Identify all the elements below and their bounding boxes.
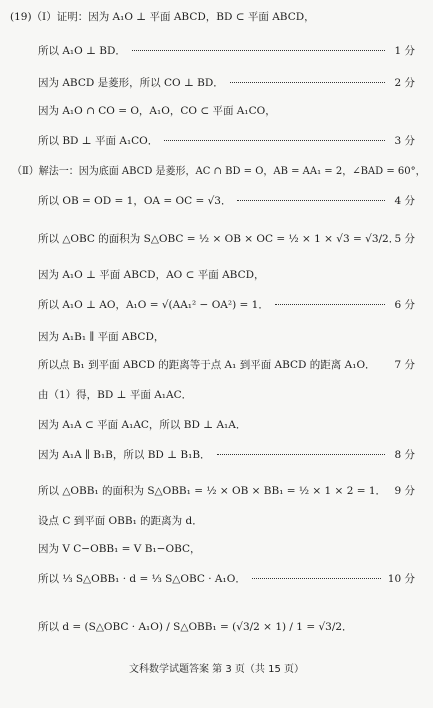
line-4 bbox=[0, 100, 433, 122]
line-13 bbox=[0, 384, 433, 406]
dot-leader bbox=[217, 454, 385, 455]
line-9 bbox=[0, 264, 433, 286]
line-15-text: 因为 A₁A ∥ B₁B，所以 BD ⊥ B₁B． bbox=[38, 449, 211, 461]
line-19-text: 所以 ⅓ S△OBB₁ · d = ⅓ S△OBC · A₁O． bbox=[38, 573, 246, 585]
line-2 bbox=[0, 40, 433, 62]
line-16-score: 9 分 bbox=[394, 485, 415, 497]
line-6-text: （Ⅱ）解法一：因为底面 ABCD 是菱形，AC ∩ BD = O，AB = AA₁ = 2，∠BAD = 60°， bbox=[12, 165, 426, 177]
line-12-score: 7 分 bbox=[394, 359, 415, 371]
line-10-text: 所以 A₁O ⊥ AO，A₁O = √(AA₁² − OA²) = 1． bbox=[38, 299, 269, 311]
line-11 bbox=[0, 326, 433, 348]
line-12 bbox=[0, 354, 433, 376]
line-17 bbox=[0, 510, 433, 532]
line-13-text: 由（1）得，BD ⊥ 平面 A₁AC． bbox=[38, 389, 193, 401]
line-11-text: 因为 A₁B₁ ∥ 平面 ABCD， bbox=[38, 331, 165, 343]
line-15 bbox=[0, 444, 433, 466]
line-6 bbox=[0, 160, 433, 182]
dot-leader bbox=[164, 140, 385, 141]
line-9-text: 因为 A₁O ⊥ 平面 ABCD，AO ⊂ 平面 ABCD， bbox=[38, 269, 265, 281]
line-18 bbox=[0, 538, 433, 560]
line-10-score: 6 分 bbox=[394, 299, 415, 311]
line-15-score: 8 分 bbox=[394, 449, 415, 461]
line-5-text: 所以 BD ⊥ 平面 A₁CO． bbox=[38, 135, 159, 147]
line-8-score: 5 分 bbox=[394, 233, 415, 245]
line-19 bbox=[0, 568, 433, 590]
line-7-score: 4 分 bbox=[394, 195, 415, 207]
line-3 bbox=[0, 72, 433, 94]
line-10 bbox=[0, 294, 433, 316]
dot-leader bbox=[230, 82, 385, 83]
line-7 bbox=[0, 190, 433, 212]
line-4-text: 因为 A₁O ∩ CO = O，A₁O，CO ⊂ 平面 A₁CO， bbox=[38, 105, 276, 117]
line-1-text: (19)（Ⅰ）证明：因为 A₁O ⊥ 平面 ABCD，BD ⊂ 平面 ABCD， bbox=[10, 11, 315, 23]
dot-leader bbox=[132, 50, 385, 51]
line-3-text: 因为 ABCD 是菱形，所以 CO ⊥ BD． bbox=[38, 77, 224, 89]
line-1 bbox=[0, 6, 433, 28]
line-16 bbox=[0, 480, 433, 502]
line-8 bbox=[0, 228, 433, 250]
line-12-text: 所以点 B₁ 到平面 ABCD 的距离等于点 A₁ 到平面 ABCD 的距离 A₁O． bbox=[38, 359, 376, 371]
line-7-text: 所以 OB = OD = 1，OA = OC = √3． bbox=[38, 195, 232, 207]
line-8-text: 所以 △OBC 的面积为 S△OBC = ½ × OB × OC = ½ × 1 × √3 = √3/2． bbox=[38, 233, 400, 245]
page-footer: 文科数学试题答案 第 3 页（共 15 页） bbox=[129, 664, 304, 675]
dot-leader bbox=[275, 304, 385, 305]
line-3-score: 2 分 bbox=[394, 77, 415, 89]
line-16-text: 所以 △OBB₁ 的面积为 S△OBB₁ = ½ × OB × BB₁ = ½ × 1 × 2 = 1． bbox=[38, 485, 387, 497]
line-5 bbox=[0, 130, 433, 152]
line-19-score: 10 分 bbox=[387, 573, 415, 585]
dot-leader bbox=[237, 200, 385, 201]
line-20-text: 所以 d = (S△OBC · A₁O) / S△OBB₁ = (√3/2 × 1) / 1 = √3/2． bbox=[38, 621, 353, 633]
line-2-score: 1 分 bbox=[394, 45, 415, 57]
line-5-score: 3 分 bbox=[394, 135, 415, 147]
dot-leader bbox=[252, 578, 381, 579]
line-14-text: 因为 A₁A ⊂ 平面 A₁AC，所以 BD ⊥ A₁A． bbox=[38, 419, 247, 431]
line-14 bbox=[0, 414, 433, 436]
line-20 bbox=[0, 616, 433, 638]
line-2-text: 所以 A₁O ⊥ BD． bbox=[38, 45, 126, 57]
line-18-text: 因为 V C−OBB₁ = V B₁−OBC， bbox=[38, 543, 201, 555]
line-17-text: 设点 C 到平面 OBB₁ 的距离为 d． bbox=[38, 515, 203, 527]
